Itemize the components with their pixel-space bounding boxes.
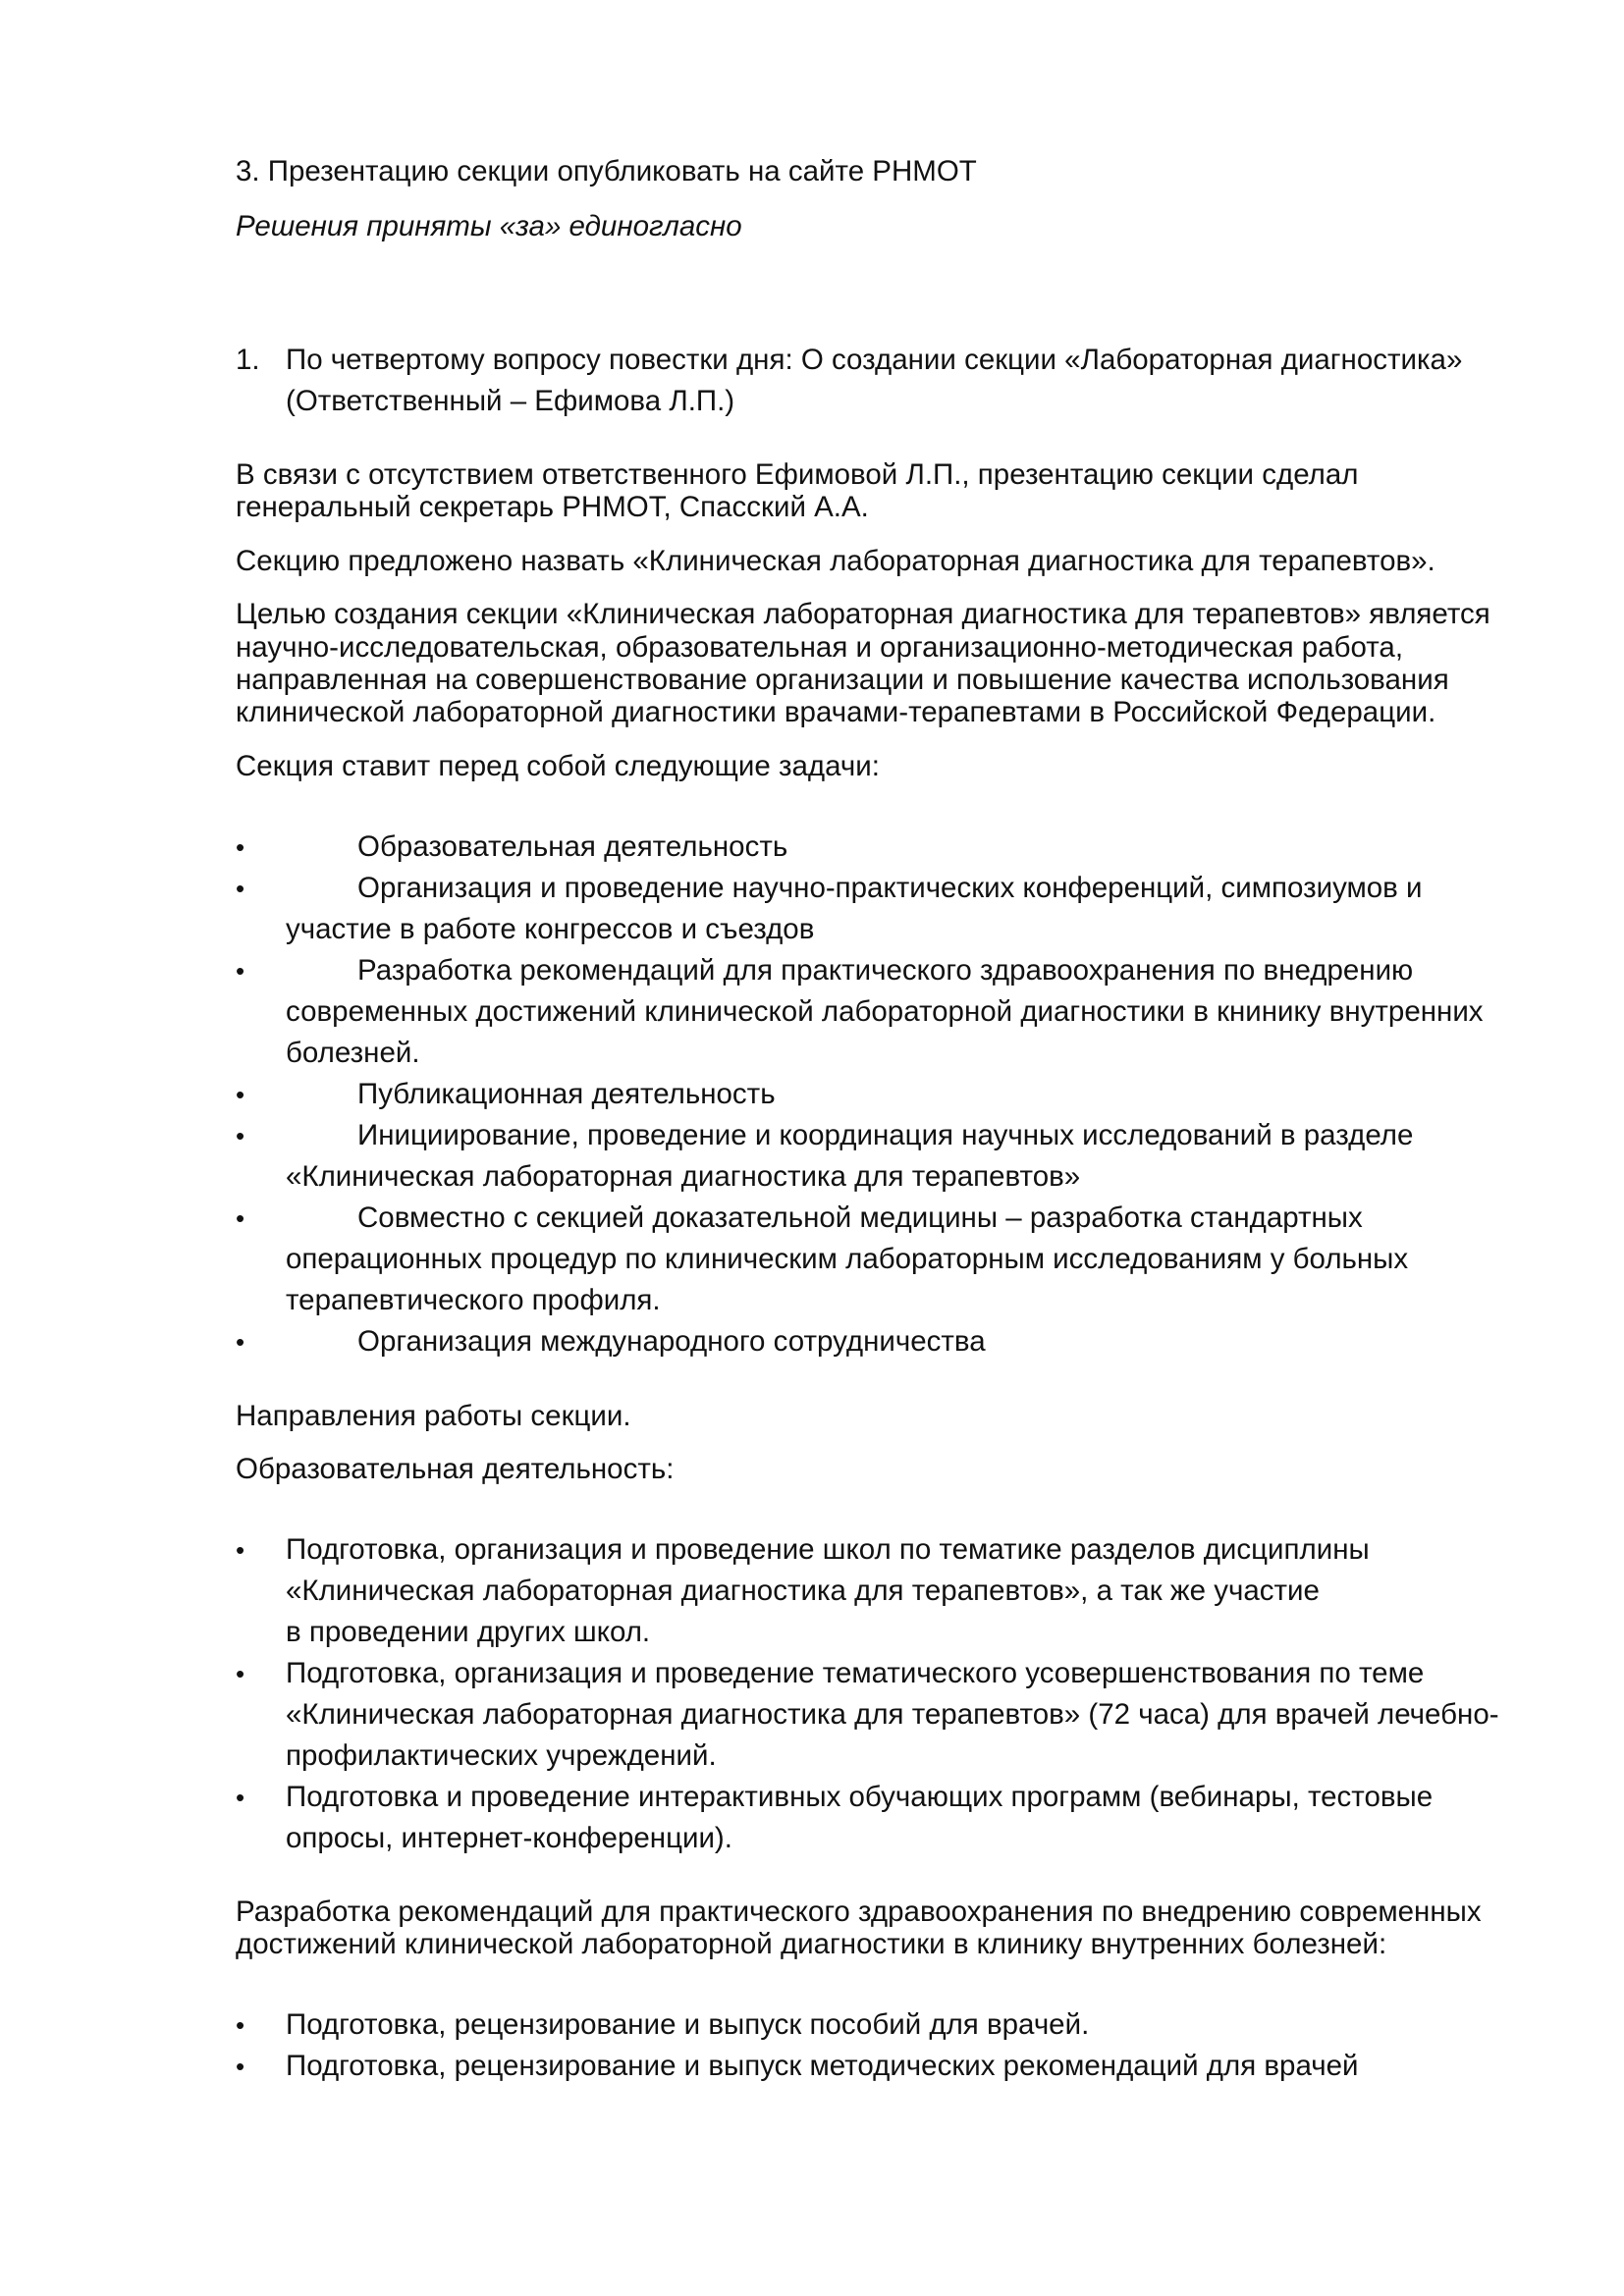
task-6-line-2: операционных процедур по клиническим лабораторным исследованиям у больных [286, 1243, 1409, 1275]
agenda-line-1: По четвертому вопросу повестки дня: О создании секции «Лабораторная диагностика» [286, 344, 1463, 376]
task-3-line-1: Разработка рекомендаций для практического здравоохранения по внедрению [357, 954, 1414, 987]
task-bullet: • [236, 1121, 245, 1150]
paragraph-2: Секцию предложено назвать «Клиническая лабораторная диагностика для терапевтов». [236, 545, 1435, 577]
agenda-line-2: (Ответственный – Ефимова Л.П.) [286, 385, 735, 417]
education-bullet: • [236, 1783, 245, 1812]
item-3-text: 3. Презентацию секции опубликовать на сайте РНМОТ [236, 155, 977, 187]
task-bullet: • [236, 1327, 245, 1357]
paragraph-3-line-4: клинической лабораторной диагностики врачами-терапевтами в Российской Федерации. [236, 696, 1436, 728]
task-6-line-1: Совместно с секцией доказательной медицины – разработка стандартных [357, 1201, 1363, 1234]
task-4: Публикационная деятельность [357, 1078, 776, 1110]
task-6-line-3: терапевтического профиля. [286, 1284, 661, 1316]
task-3-line-3: болезней. [286, 1037, 420, 1069]
agenda-number: 1. [236, 344, 260, 376]
recommendations-line-2: достижений клинической лабораторной диагностики в клинику внутренних болезней: [236, 1928, 1387, 1960]
education-bullet: • [236, 1659, 245, 1688]
paragraph-3-line-1: Целью создания секции «Клиническая лабораторная диагностика для терапевтов» является [236, 598, 1490, 630]
recommendation-bullet: • [236, 2010, 245, 2040]
education-1-line-1: Подготовка, организация и проведение школ по тематике разделов дисциплины [286, 1533, 1370, 1566]
task-bullet: • [236, 1080, 245, 1109]
paragraph-1-line-1: В связи с отсутствием ответственного Ефимовой Л.П., презентацию секции сделал [236, 458, 1359, 491]
task-2-line-2: участие в работе конгрессов и съездов [286, 913, 815, 945]
task-5-line-1: Инициирование, проведение и координация научных исследований в разделе [357, 1119, 1414, 1151]
education-bullet: • [236, 1535, 245, 1565]
education-2-line-2: «Клиническая лабораторная диагностика для терапевтов» (72 часа) для врачей лечебно- [286, 1698, 1499, 1731]
task-7: Организация международного сотрудничества [357, 1325, 986, 1358]
education-3-line-1: Подготовка и проведение интерактивных обучающих программ (вебинары, тестовые [286, 1781, 1434, 1813]
paragraph-3-line-2: научно-исследовательская, образовательная и организационно-методическая работа, [236, 631, 1404, 664]
education-heading: Образовательная деятельность: [236, 1453, 675, 1485]
task-bullet: • [236, 874, 245, 903]
task-5-line-2: «Клиническая лабораторная диагностика для терапевтов» [286, 1160, 1081, 1193]
paragraph-4: Секция ставит перед собой следующие задачи: [236, 750, 880, 782]
task-2-line-1: Организация и проведение научно-практических конференций, симпозиумов и [357, 872, 1423, 904]
education-2-line-1: Подготовка, организация и проведение тематического усовершенствования по теме [286, 1657, 1425, 1689]
recommendation-2: Подготовка, рецензирование и выпуск методических рекомендаций для врачей [286, 2050, 1359, 2082]
task-bullet: • [236, 832, 245, 862]
education-2-line-3: профилактических учреждений. [286, 1739, 717, 1772]
recommendation-1: Подготовка, рецензирование и выпуск пособий для врачей. [286, 2008, 1090, 2041]
task-3-line-2: современных достижений клинической лабораторной диагностики в книнику внутренних [286, 995, 1484, 1028]
task-bullet: • [236, 956, 245, 986]
recommendation-bullet: • [236, 2052, 245, 2081]
decision-text: Решения приняты «за» единогласно [236, 210, 742, 242]
task-1: Образовательная деятельность [357, 830, 788, 863]
paragraph-3-line-3: направленная на совершенствование организации и повышение качества использования [236, 664, 1449, 696]
education-1-line-3: в проведении других школ. [286, 1616, 651, 1648]
paragraph-1-line-2: генеральный секретарь РНМОТ, Спасский А.А. [236, 491, 869, 523]
recommendations-line-1: Разработка рекомендаций для практического здравоохранения по внедрению современных [236, 1896, 1482, 1928]
education-3-line-2: опросы, интернет-конференции). [286, 1822, 732, 1854]
task-bullet: • [236, 1203, 245, 1233]
directions-heading: Направления работы секции. [236, 1400, 631, 1432]
education-1-line-2: «Клиническая лабораторная диагностика для терапевтов», а так же участие [286, 1575, 1320, 1607]
